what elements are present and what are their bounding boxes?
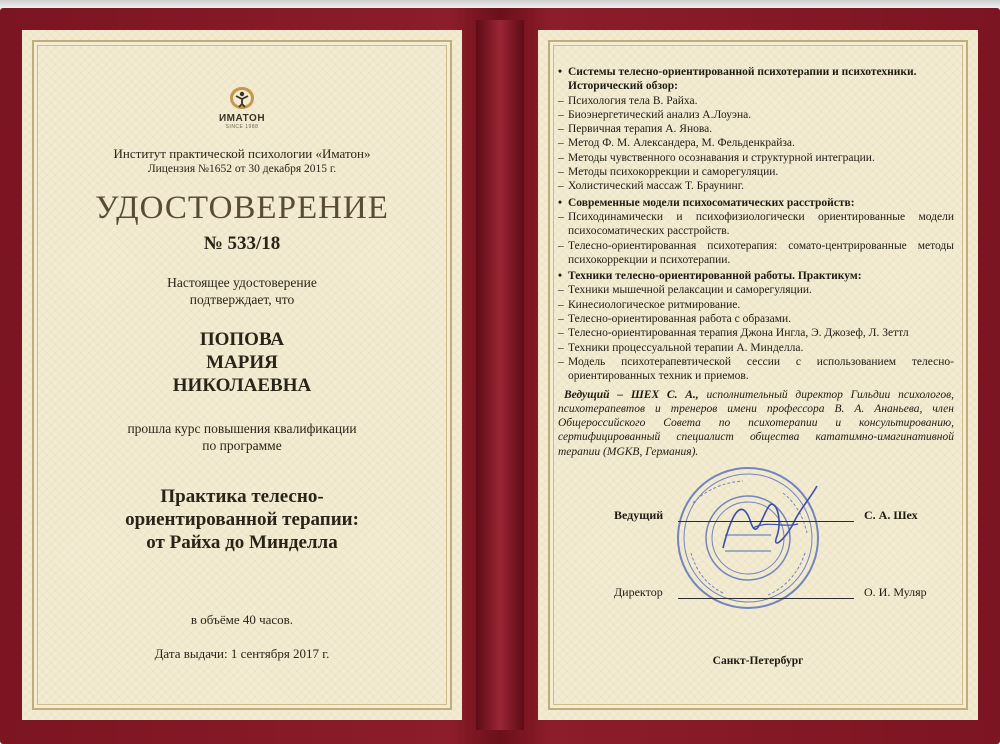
lecturer-description: исполнительный директор Гильдии психологов, психотерапевтов и тренеров имени профессора В. А. Ананьева, член Общероссийского Совета по психотерапии и консультированию, сертифицированный специалист общества кататимно-имагинативной терапии (MGKB, Германия).	[558, 388, 954, 458]
list-item: – Холистический массаж Т. Браунинг.	[558, 179, 954, 193]
issue-date: Дата выдачи: 1 сентября 2017 г.	[154, 646, 330, 661]
document-number: № 533/18	[203, 233, 281, 254]
course-intro	[22, 420, 462, 454]
imaton-logo	[22, 86, 462, 130]
holder-patronymic: НИКОЛАЕВНА	[172, 375, 312, 396]
program-title	[22, 485, 462, 554]
list-item: – Психодинамически и психофизиологически ориентированные модели психосоматических расстройств.	[558, 210, 954, 239]
list-item: – Метод Ф. М. Александера, М. Фельденкрайза.	[558, 136, 954, 150]
list-item: – Методы психокоррекции и саморегуляции.	[558, 165, 954, 179]
imaton-logo-icon	[225, 86, 259, 112]
course-volume: в объёме 40 часов.	[190, 612, 294, 627]
lecturer-info	[558, 388, 954, 459]
left-page	[22, 30, 462, 720]
director-name: О. И. Муляр	[864, 585, 927, 599]
cover-spine	[476, 20, 524, 730]
section-models	[558, 196, 954, 267]
issue-city: Санкт-Петербург	[712, 655, 804, 667]
course-line-1: прошла курс повышения квалификации	[127, 421, 357, 436]
signature-mark	[713, 478, 823, 568]
logo-since: SINCE 1988	[225, 124, 259, 130]
section-title: • Техники телесно-ориентированной работы. Практикум:	[558, 269, 954, 283]
lead-name: С. А. Шех	[864, 508, 918, 522]
holder-surname: ПОПОВА	[199, 329, 285, 350]
program-line-3: от Райха до Минделла	[146, 532, 338, 553]
document-title: УДОСТОВЕРЕНИЕ	[95, 190, 389, 226]
list-item: – Техники мышечной релаксации и саморегуляции.	[558, 283, 954, 297]
list-item: – Телесно-ориентированная психотерапия: сомато-центрированные методы психокоррекции и психотерапии.	[558, 239, 954, 268]
section-title: • Системы телесно-ориентированной психотерапии и психотехники. Исторический обзор:	[558, 65, 954, 94]
section-title: • Современные модели психосоматических расстройств:	[558, 196, 954, 210]
director-signature-line	[678, 598, 854, 599]
logo-name: ИМАТОН	[218, 113, 266, 124]
program-line-1: Практика телесно-	[160, 486, 324, 507]
right-page	[538, 30, 978, 720]
list-item: – Методы чувственного осознавания и структурной интеграции.	[558, 151, 954, 165]
license-line: Лицензия №1652 от 30 декабря 2015 г.	[147, 163, 337, 175]
list-item: – Телесно-ориентированная терапия Джона Ингла, Э. Джозеф, Л. Зеттл	[558, 326, 954, 340]
intro-text	[22, 274, 462, 308]
list-item: – Первичная терапия А. Янова.	[558, 122, 954, 136]
holder-first-name: МАРИЯ	[206, 352, 278, 373]
institute-name: Институт практической психологии «Иматон»	[113, 146, 371, 161]
program-line-2: ориентированной терапии:	[125, 509, 359, 530]
lead-signature-line	[678, 521, 854, 522]
section-systems	[558, 65, 954, 194]
course-line-2: по программе	[202, 438, 282, 453]
list-item: – Модель психотерапевтической сессии с использованием телесно-ориентированных техник и приемов.	[558, 355, 954, 384]
list-item: – Техники процессуальной терапии А. Минделла.	[558, 341, 954, 355]
list-item: – Кинесиологическое ритмирование.	[558, 298, 954, 312]
lead-label: Ведущий	[614, 508, 664, 522]
section-techniques	[558, 269, 954, 383]
holder-name	[22, 328, 462, 397]
list-item: – Биоэнергетический анализ А.Лоуэна.	[558, 108, 954, 122]
list-item: – Психология тела В. Райха.	[558, 94, 954, 108]
director-label: Директор	[614, 585, 663, 599]
program-content	[558, 65, 954, 459]
intro-line-1: Настоящее удостоверение	[167, 275, 317, 290]
lecturer-label: Ведущий – ШЕХ С. А.,	[564, 388, 699, 401]
intro-line-2: подтверждает, что	[189, 292, 295, 307]
list-item: – Телесно-ориентированная работа с образами.	[558, 312, 954, 326]
